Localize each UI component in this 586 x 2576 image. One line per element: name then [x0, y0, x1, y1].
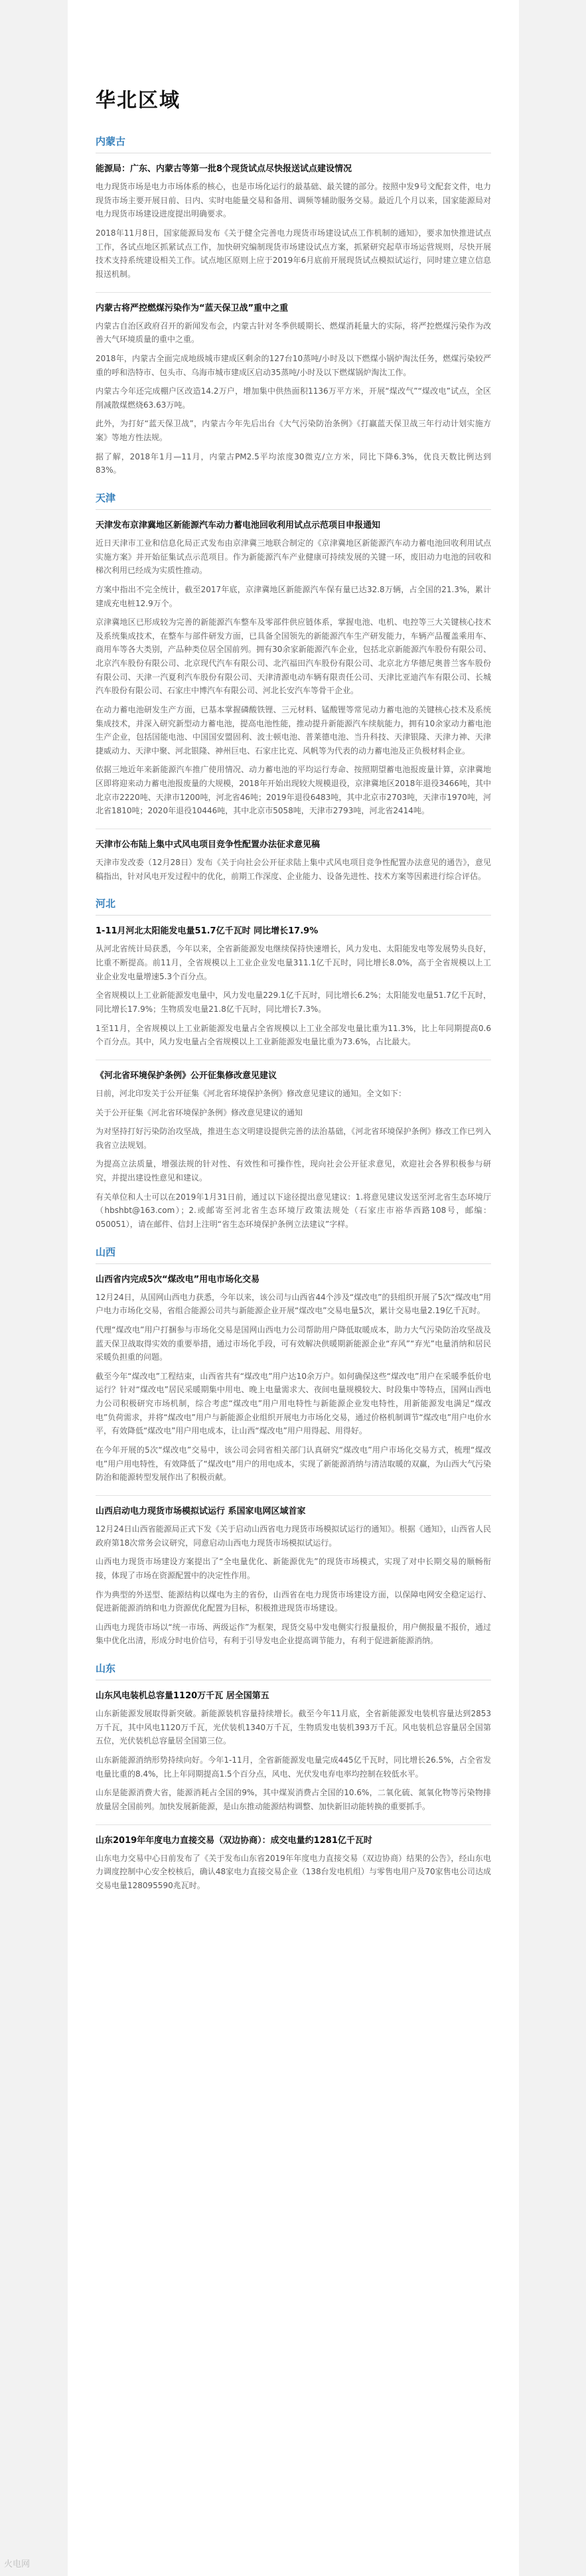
article-divider [96, 1495, 491, 1496]
article-paragraph: 12月24日，从国网山西电力获悉，今年以来，该公司与山西省44个涉及“煤改电”的县组织开展了5次“煤改电”用户电力市场化交易，省组合能源公司共与新能源企业开展“煤改电”交易电量5次，累计交易电量2.19亿千瓦时。 [96, 1292, 491, 1316]
article-heading: 1-11月河北太阳能发电量51.7亿千瓦时 同比增长17.9% [96, 926, 319, 937]
article-paragraph: 代理“煤改电”用户打捆参与市场化交易是国网山西电力公司帮助用户降低取暖成本，助力大气污染防治攻坚战及蓝天保卫战取得实效的重要举措，通过市场化手段，可有效解决供暖期新能源企业“弃风”“弃光”电量消纳和居民采暖负担重的问题。 [96, 1325, 491, 1362]
article-paragraph: 1至11月，全省规模以上工业新能源发电量占全省规模以上工业全部发电量比重为11.3%，比上年同期提高0.6个百分点。其中，风力发电量占全省规模以上工业新能源发电量比重为73.6%，占比最大。 [96, 1023, 491, 1047]
article-paragraph: 电力现货市场是电力市场体系的核心，也是市场化运行的最基础、最关键的部分。按照中发9号文配套文件，电力现货市场主要开展日前、日内、实时电能量交易和备用、调频等辅助服务交易。最近几个月以来，国家能源局对电力现货市场建设进度提出明确要求。 [96, 182, 491, 219]
article-heading: 山东风电装机总容量1120万千瓦 居全国第五 [96, 1691, 269, 1701]
article-paragraph: 山西电力现货市场建设方案提出了“全电量优化、新能源优先”的现货市场模式，实现了对中长期交易的顺畅衔接，体现了市场在资源配置中的决定性作用。 [96, 1557, 491, 1580]
article-paragraph: 山东是能源消费大省，能源消耗占全国的9%，其中煤炭消费占全国的10.6%，二氧化硫、氮氧化物等污染物排放量居全国前列。加快发展新能源，是山东推动能源结构调整、加快新旧动能转换的重要抓手。 [96, 1788, 491, 1811]
article-paragraph: 内蒙古自治区政府召开的新闻发布会，内蒙古针对冬季供暖期长、燃煤消耗量大的实际，将严控燃煤污染作为改善大气环境质量的重中之重。 [96, 321, 491, 345]
article-paragraph: 据了解，2018年1月—11月，内蒙古PM2.5平均浓度30微克/立方米，同比下降6.3%，优良天数比例达到83%。 [96, 451, 491, 475]
article-paragraph: 从河北省统计局获悉，今年以来，全省新能源发电继续保持快速增长，风力发电、太阳能发电等发展势头良好，比重不断提高。前11月，全省规模以上工业企业发电量311.1亿千瓦时，同比增长8.0%，高于全省规模以上工业企业发电量增速5.3个百分点。 [96, 944, 491, 981]
article-paragraph: 2018年11月8日，国家能源局发布《关于健全完善电力现货市场建设试点工作机制的通知》，要求加快推进试点工作，各试点地区抓紧试点工作，加快研究编制现货市场建设试点方案，抓紧研究起草市场运营规则，尽快开展技术支持系统建设相关工作。试点地区原则上应于2019年6月底前开展现货试点模拟试运行，同时建立建立信息报送机制。 [96, 228, 491, 279]
article-paragraph: 12月24日山西省能源局正式下发《关于启动山西省电力现货市场模拟试运行的通知》。根据《通知》，山西省人民政府第18次常务会议研究，同意启动山西电力现货市场模拟试运行。 [96, 1524, 491, 1548]
article-paragraph: 日前，河北印发关于公开征集《河北省环境保护条例》修改意见建议的通知。全文如下： [96, 1088, 407, 1098]
article-divider [96, 1824, 491, 1825]
article-paragraph: 在动力蓄电池研发生产方面，已基本掌握磷酸铁锂、三元材料、锰酸锂等常见动力蓄电池的关键核心技术及系统集成技术，并深入研究新型动力蓄电池，提高电池性能，推动提升新能源汽车续航能力，拥有10余家动力蓄电池生产企业，包括国能电池、中国国安盟固利、波士顿电池、普莱德电池、当升科技、天津银隆、天津力神、天津捷威动力、天津中聚、河北银隆、神州巨电、石家庄比克、风帆等为代表的动力蓄电池及正负极材料企业。 [96, 704, 491, 756]
article-paragraph: 有关单位和人士可以在2019年1月31日前，通过以下途径提出意见建议：1.将意见建议发送至河北省生态环境厅（hbshbt@163.com）；2.或邮寄至河北省生态环境厅政策法规处（石家庄市裕华西路108号，邮编：050051），请在邮件、信封上注明“省生态环境保护条例立法建议”字样。 [96, 1192, 491, 1229]
article-paragraph: 作为典型的外送型、能源结构以煤电为主的省份，山西省在电力现货市场建设方面，以保障电网安全稳定运行、促进新能源消纳和电力资源优化配置为目标，积极推进现货市场建设。 [96, 1589, 491, 1613]
region-heading: 河北 [96, 896, 491, 916]
article-paragraph: 在今年开展的5次“煤改电”交易中，该公司会同省相关部门认真研究“煤改电”用户市场化交易方式，梳理“煤改电”用户用电特性，有效降低了“煤改电”用户的用电成本，实现了新能源消纳与清洁取暖的双赢，为山西大气污染防治和能源转型发展作出了积极贡献。 [96, 1445, 491, 1483]
article-paragraph: 为提高立法质量，增强法规的针对性、有效性和可操作性，现向社会公开征求意见，欢迎社会各界积极参与研究，并提出建设性意见和建议。 [96, 1159, 491, 1183]
page-title: 华北区域 [96, 89, 181, 112]
article-paragraph: 内蒙古今年还完成棚户区改造14.2万户，增加集中供热面积1136万平方米，开展“煤改气”“煤改电”试点，全区削减散煤燃烧63.63万吨。 [96, 386, 491, 410]
article-heading: 山西省内完成5次“煤改电”用电市场化交易 [96, 1274, 260, 1285]
article-page [68, 0, 519, 2576]
article-paragraph: 山东电力交易中心日前发布了《关于发布山东省2019年年度电力直接交易（双边协商）结果的公告》，经山东电力调度控制中心安全校核后，确认48家电力直接交易企业（138台发电机组）与零售电用户及70家售电公司达成交易电量128095590兆瓦时。 [96, 1853, 491, 1890]
watermark-text: 火电网 [4, 2559, 31, 2569]
region-heading: 山东 [96, 1661, 491, 1680]
article-heading: 内蒙古将严控燃煤污染作为“蓝天保卫战”重中之重 [96, 303, 289, 313]
article-heading: 《河北省环境保护条例》公开征集修改意见建议 [96, 1070, 277, 1081]
article-body [68, 0, 519, 1893]
article-paragraph: 山西电力现货市场以“统一市场、两级运作”为框架，现货交易中发电侧实行报量报价，用户侧报量不报价，通过集中优化出清，形成分时电价信号，有利于引导发电企业提高调节能力，有利于促进新能源消纳。 [96, 1622, 491, 1646]
article-paragraph: 山东新能源发展取得新突破。新能源装机容量持续增长。截至今年11月底，全省新能源发电装机容量达到2853万千瓦，其中风电1120万千瓦，光伏装机1340万千瓦，生物质发电装机393万千瓦。风电装机总容量居全国第五位，光伏装机总容量居全国第三位。 [96, 1709, 491, 1746]
region-heading: 山西 [96, 1245, 491, 1264]
article-heading: 山东2019年年度电力直接交易（双边协商）：成交电量约1281亿千瓦时 [96, 1835, 372, 1846]
article-paragraph: 2018年，内蒙古全面完成地级城市建成区剩余的127台10蒸吨/小时及以下燃煤小锅炉淘汰任务，燃煤污染较严重的呼和浩特市、包头市、乌海市城市建成区启动35蒸吨/小时及以下燃煤锅炉淘汰工作。 [96, 353, 491, 377]
article-paragraph: 依据三地近年来新能源汽车推广使用情况、动力蓄电池的平均运行寿命、按照期望蓄电池报废量计算，京津冀地区即将迎来动力蓄电池报废量的大规模，2018年开始出现较大规模退役，京津冀地区2018年退役3466吨，其中北京市2220吨、天津市1200吨，河北省46吨；2019年退役6483吨，其中北京市2703吨，天津市1970吨，河北省1810吨；2020年退役10446吨，其中北京市5058吨，天津市2793吨，河北省2414吨。 [96, 765, 491, 816]
article-heading: 山西启动电力现货市场模拟试运行 系国家电网区域首家 [96, 1506, 306, 1516]
region-heading: 天津 [96, 491, 491, 510]
region-heading: 内蒙古 [96, 134, 491, 153]
article-paragraph: 山东新能源消纳形势持续向好。今年1-11月，全省新能源发电量完成445亿千瓦时，同比增长26.5%，占全省发电量比重的8.4%，比上年同期提高1.5个百分点，风电、光伏发电弃电率均控制在较低水平。 [96, 1755, 491, 1779]
article-divider [96, 292, 491, 293]
article-paragraph: 京津冀地区已形成较为完善的新能源汽车整车及零部件供应链体系，掌握电池、电机、电控等三大关键核心技术及系统集成技术，在整车与部件研发方面，已具备全国领先的新能源汽车生产研发能力，车辆产品覆盖乘用车、商用车等各大类别，产品种类位居全国前列。拥有30余家新能源汽车企业，包括北京新能源汽车股份有限公司、北京汽车股份有限公司、北京现代汽车有限公司、北汽福田汽车股份有限公司、北京北方华德尼奥普兰客车股份有限公司、天津一汽夏利汽车股份有限公司、天津清源电动车辆有限责任公司、天津比亚迪汽车有限公司、长城汽车股份有限公司、石家庄中博汽车有限公司、河北长安汽车等骨干企业。 [96, 617, 491, 696]
article-paragraph: 方案中指出不完全统计，截至2017年底，京津冀地区新能源汽车保有量已达32.8万辆，占全国的21.3%，累计建成充电桩12.9万个。 [96, 584, 491, 608]
region-sections [96, 134, 491, 1893]
article-paragraph: 近日天津市工业和信息化局正式发布由京津冀三地联合制定的《京津冀地区新能源汽车动力蓄电池回收利用试点实施方案》并开始征集试点示范项目。作为新能源汽车产业健康可持续发展的关键一环，废旧动力电池的回收和梯次利用已经成为实质性推动。 [96, 538, 491, 576]
watermark [4, 2557, 30, 2569]
article-paragraph: 此外，为打好“蓝天保卫战”，内蒙古今年先后出台《大气污染防治条例》《打赢蓝天保卫战三年行动计划实施方案》等地方性法规。 [96, 419, 491, 443]
article-paragraph: 天津市发改委（12月28日）发布《关于向社会公开征求陆上集中式风电项目竞争性配置办法意见的通告》，意见稿指出，针对风电开发过程中的优化，前期工作深度、企业能力、设备先进性、技术方案等因素进行综合评估。 [96, 858, 491, 881]
article-paragraph: 截至今年“煤改电”工程结束，山西省共有“煤改电”用户达10余万户。如何确保这些“煤改电”用户在采暖季低价电运行？针对“煤改电”居民采暖期集中用电、晚上电量需求大、夜间电量规模较大、时段集中等特点，国网山西电力公司积极研究市场机制，综合考虑“煤改电”用户用电特性与新能源企业发电特性，用新能源发电满足“煤改电”负荷需求，并将“煤改电”用户与新能源企业组织开展电力市场化交易，通过价格机制调节“煤改电”用户电价水平，有效降低“煤改电”用户用电成本，让山西“煤改电”用户用得起、用得好。 [96, 1371, 491, 1436]
article-paragraph: 全省规模以上工业新能源发电量中，风力发电量229.1亿千瓦时，同比增长6.2%；太阳能发电量51.7亿千瓦时，同比增长17.9%；生物质发电量21.8亿千瓦时，同比增长7.3%。 [96, 991, 491, 1014]
article-heading: 天津市公布陆上集中式风电项目竞争性配置办法征求意见稿 [96, 839, 321, 850]
article-heading: 天津发布京津冀地区新能源汽车动力蓄电池回收利用试点示范项目申报通知 [96, 520, 381, 530]
article-heading: 能源局：广东、内蒙古等第一批8个现货试点尽快报送试点建设情况 [96, 164, 352, 174]
article-paragraph: 为对坚持打好污染防治攻坚战，推进生态文明建设提供完善的法治基础，《河北省环境保护条例》修改工作已列入我省立法规划。 [96, 1127, 491, 1150]
article-paragraph: 关于公开征集《河北省环境保护条例》修改意见建议的通知 [96, 1107, 303, 1117]
